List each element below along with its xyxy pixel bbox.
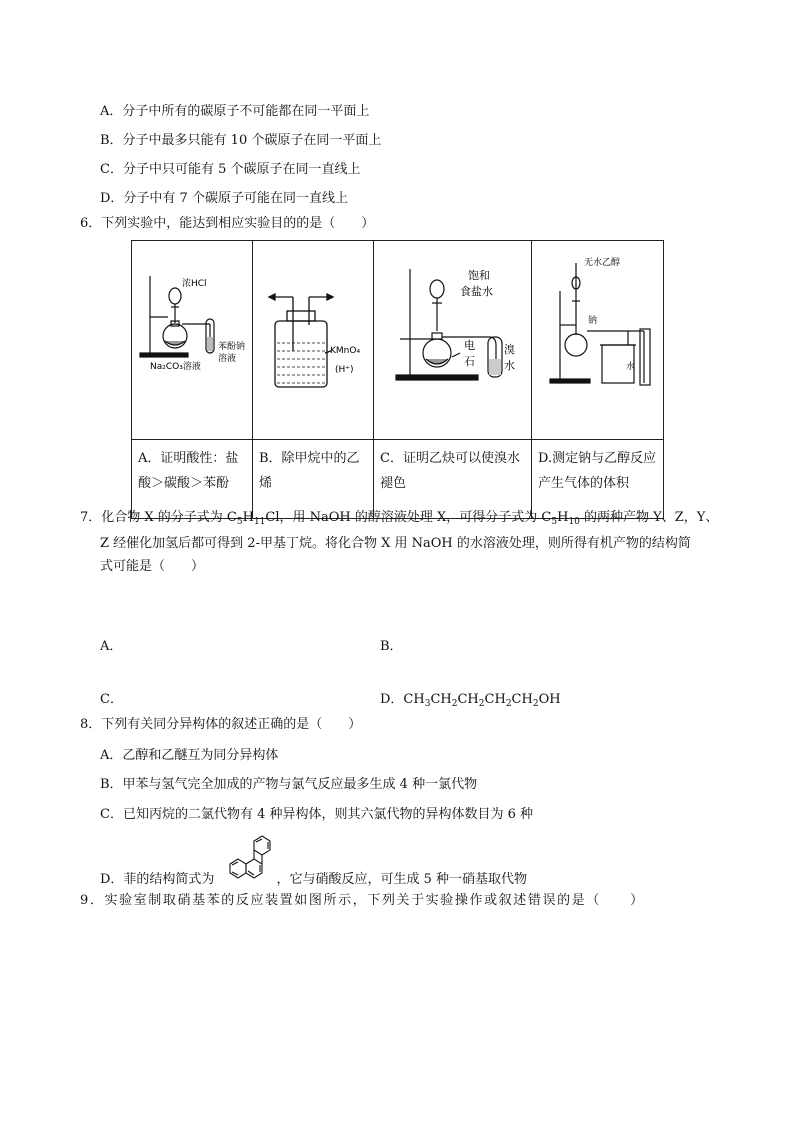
q6-stem: 6．下列实验中，能达到相应实验目的的是（ ）	[80, 216, 375, 231]
q5-option-a: A．分子中所有的碳原子不可能都在同一平面上	[100, 104, 370, 119]
q7-line2: Z 经催化加氢后都可得到 2-甲基丁烷。将化合物 X 用 NaOH 的水溶液处理，则所得有机产物的结构简	[100, 536, 691, 551]
q7-d-sub: 2	[451, 699, 458, 709]
apparatus-c-right-label1: 溴	[504, 343, 515, 356]
q7-sub3: 5	[551, 517, 558, 527]
apparatus-c-right-label2: 水	[504, 359, 515, 372]
apparatus-c-mid-label2: 石	[464, 355, 475, 368]
apparatus-b-reagent2: (H⁺)	[335, 365, 354, 375]
apparatus-b-cell	[253, 241, 374, 440]
q7-option-d-prefix: D．CH	[380, 692, 425, 707]
apparatus-a-right-label2: 溶液	[218, 354, 237, 364]
q5-option-c: C．分子中只可能有 5 个碳原子在同一直线上	[100, 162, 361, 177]
q7-line1	[80, 509, 718, 527]
apparatus-c-top-label1: 饱和	[468, 269, 490, 282]
apparatus-c-cell	[374, 241, 532, 440]
q7-text-a: 7．化合物 X 的分子式为 C	[80, 510, 237, 525]
q7-line3: 式可能是（ ）	[100, 559, 205, 574]
caption-d: D.测定钠与乙醇反应产生气体的体积	[532, 440, 664, 519]
apparatus-d-cell	[532, 241, 664, 440]
apparatus-b-reagent1: KMnO₄	[330, 346, 361, 356]
q8-option-a: A．乙醇和乙醚互为同分异构体	[100, 748, 279, 763]
q7-d-part: CH	[484, 692, 506, 707]
q8-option-c: C．已知丙烷的二氯代物有 4 种异构体，则其六氯代物的异构体数目为 6 种	[100, 807, 534, 822]
q5-option-b: B．分子中最多只能有 10 个碳原子在同一平面上	[100, 133, 382, 148]
apparatus-d-top-label: 无水乙醇	[584, 258, 621, 268]
apparatus-a-top-label: 浓HCl	[182, 279, 207, 289]
q9-stem: 9．实验室制取硝基苯的反应装置如图所示，下列关于实验操作或叙述错误的是（ ）	[80, 893, 645, 908]
caption-b: B．除甲烷中的乙烯	[253, 440, 374, 519]
caption-a: A．证明酸性：盐酸＞碳酸＞苯酚	[132, 440, 253, 519]
q7-d-part: CH	[430, 692, 452, 707]
q7-text-c: Cl，用 NaOH 的醇溶液处理 X，可得分子式为 C	[265, 510, 552, 525]
q7-d-part: CH	[457, 692, 479, 707]
apparatus-c-figure	[374, 241, 532, 435]
apparatus-c-top-label2: 食盐水	[460, 285, 493, 298]
apparatus-b-figure	[253, 241, 374, 435]
q8-option-d-text-a: D．菲的结构简式为	[100, 872, 215, 887]
q7-sub4: 10	[568, 517, 580, 527]
apparatus-a-cell	[132, 241, 253, 440]
q8-option-d-text-b: ，它与硝酸反应，可生成 5 种一硝基取代物	[276, 872, 527, 887]
apparatus-d-right-label: 水	[626, 362, 636, 372]
q7-option-d	[380, 691, 561, 709]
q8-stem: 8．下列有关同分异构体的叙述正确的是（ ）	[80, 717, 362, 732]
q7-sub1: 5	[236, 517, 243, 527]
q7-d-sub: 2	[505, 699, 512, 709]
apparatus-a-figure	[132, 241, 253, 435]
apparatus-d-figure	[532, 241, 664, 435]
phenanthrene-structure-icon	[220, 832, 286, 888]
q7-sub2: 11	[253, 517, 266, 527]
apparatus-d-left-label: 钠	[588, 316, 598, 326]
apparatus-a-right-label1: 苯酚钠	[218, 342, 246, 352]
q8-option-b: B．甲苯与氢气完全加成的产物与氯气反应最多生成 4 种一氯代物	[100, 777, 478, 792]
q8-option-d	[100, 871, 527, 889]
q7-d-part: OH	[538, 692, 561, 707]
q7-text-d: H	[557, 510, 569, 525]
q7-option-a: A．	[100, 639, 123, 654]
apparatus-a-bottom-label: Na₂CO₃溶液	[150, 362, 201, 372]
q6-experiment-table	[131, 240, 664, 519]
q7-text-b: H	[242, 510, 254, 525]
q7-d-sub: 3	[424, 699, 431, 709]
caption-c: C．证明乙炔可以使溴水褪色	[374, 440, 532, 519]
q7-d-sub: 2	[478, 699, 485, 709]
q7-d-sub: 2	[532, 699, 539, 709]
q7-option-b: B．	[380, 639, 403, 654]
q7-text-e: 的两种产物 Y、Z，Y、	[579, 510, 719, 525]
q7-d-part: CH	[511, 692, 533, 707]
q5-option-d: D．分子中有 7 个碳原子可能在同一直线上	[100, 191, 348, 206]
q7-option-c: C．	[100, 692, 123, 707]
apparatus-c-mid-label1: 电	[464, 339, 475, 352]
